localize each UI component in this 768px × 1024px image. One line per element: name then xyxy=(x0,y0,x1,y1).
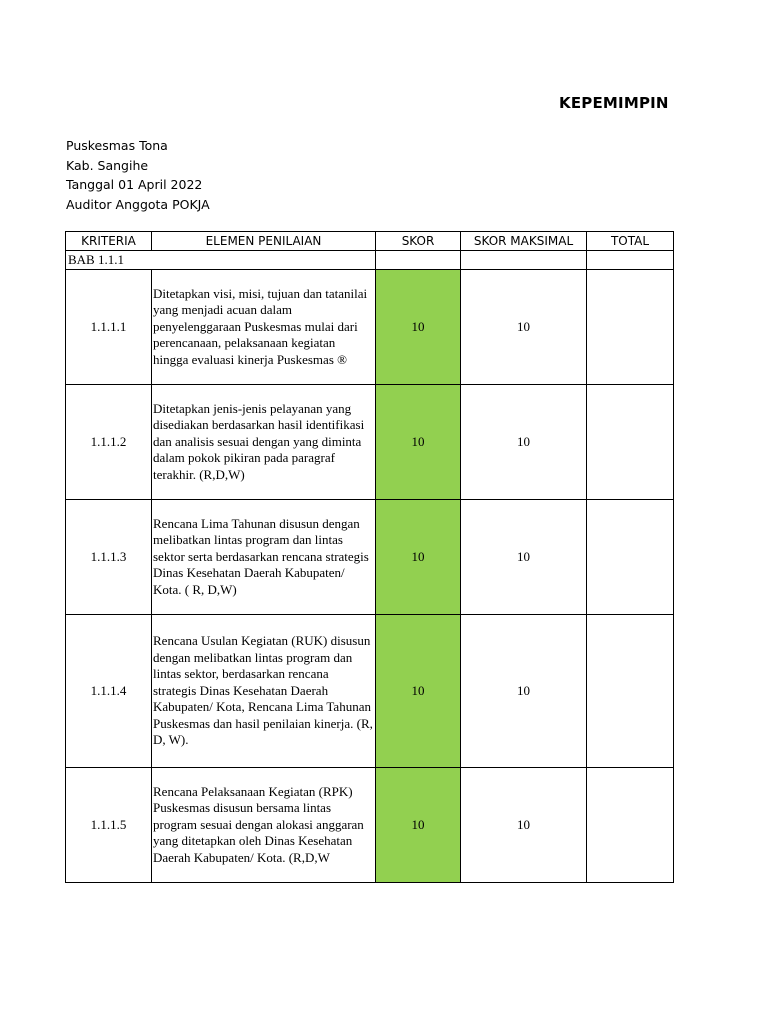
section-label: BAB 1.1.1 xyxy=(66,251,376,270)
score-cell: 10 xyxy=(376,500,461,615)
table-row xyxy=(66,270,674,385)
table-row xyxy=(66,385,674,500)
score-cell: 10 xyxy=(376,385,461,500)
header-skor: SKOR xyxy=(376,232,461,251)
table-row xyxy=(66,768,674,883)
assessment-table xyxy=(65,231,674,883)
section-row xyxy=(66,251,674,270)
info-puskesmas: Puskesmas Tona xyxy=(66,138,168,153)
total-cell xyxy=(587,615,674,768)
table-row xyxy=(66,500,674,615)
total-cell xyxy=(587,385,674,500)
document-title: KEPEMIMPIN xyxy=(559,94,669,112)
info-auditor: Auditor Anggota POKJA xyxy=(66,196,210,212)
criteria-code: 1.1.1.5 xyxy=(66,768,152,883)
score-cell: 10 xyxy=(376,768,461,883)
max-score-cell: 10 xyxy=(461,270,587,385)
criteria-code: 1.1.1.3 xyxy=(66,500,152,615)
document-info xyxy=(66,136,210,214)
assessment-element: Rencana Lima Tahunan disusun dengan melibatkan lintas program dan lintas sektor serta berdasarkan rencana strategis Dinas Kesehatan Daerah Kabupaten/ Kota. ( R, D,W) xyxy=(152,500,376,615)
score-cell: 10 xyxy=(376,615,461,768)
header-skor-maksimal: SKOR MAKSIMAL xyxy=(461,232,587,251)
section-total-cell xyxy=(587,251,674,270)
criteria-code: 1.1.1.2 xyxy=(66,385,152,500)
header-elemen: ELEMEN PENILAIAN xyxy=(152,232,376,251)
assessment-element: Rencana Usulan Kegiatan (RUK) disusun dengan melibatkan lintas program dan lintas sektor, berdasarkan rencana strategis Dinas Kesehatan Daerah Kabupaten/ Kota, Rencana Lima Tahunan Puskesmas dan hasil penilaian kinerja. (R, D, W). xyxy=(152,615,376,768)
info-date: Tanggal 01 April 2022 xyxy=(66,177,203,192)
header-kriteria: KRITERIA xyxy=(66,232,152,251)
total-cell xyxy=(587,270,674,385)
score-cell: 10 xyxy=(376,270,461,385)
max-score-cell: 10 xyxy=(461,768,587,883)
criteria-code: 1.1.1.1 xyxy=(66,270,152,385)
table-row xyxy=(66,615,674,768)
total-cell xyxy=(587,768,674,883)
section-max-cell xyxy=(461,251,587,270)
header-row xyxy=(66,232,674,251)
max-score-cell: 10 xyxy=(461,615,587,768)
info-kabupaten: Kab. Sangihe xyxy=(66,157,149,173)
assessment-element: Rencana Pelaksanaan Kegiatan (RPK) Puskesmas disusun bersama lintas program sesuai dengan alokasi anggaran yang ditetapkan oleh Dinas Kesehatan Daerah Kabupaten/ Kota. (R,D,W xyxy=(152,768,376,883)
max-score-cell: 10 xyxy=(461,500,587,615)
section-skor-cell xyxy=(376,251,461,270)
assessment-element: Ditetapkan visi, misi, tujuan dan tatanilai yang menjadi acuan dalam penyelenggaraan Puskesmas mulai dari perencanaan, pelaksanaan kegiatan hingga evaluasi kinerja Puskesmas ® xyxy=(152,270,376,385)
total-cell xyxy=(587,500,674,615)
header-total: TOTAL xyxy=(587,232,674,251)
criteria-code: 1.1.1.4 xyxy=(66,615,152,768)
max-score-cell: 10 xyxy=(461,385,587,500)
assessment-element: Ditetapkan jenis-jenis pelayanan yang disediakan berdasarkan hasil identifikasi dan analisis sesuai dengan yang diminta dalam pokok pikiran pada paragraf terakhir. (R,D,W) xyxy=(152,385,376,500)
